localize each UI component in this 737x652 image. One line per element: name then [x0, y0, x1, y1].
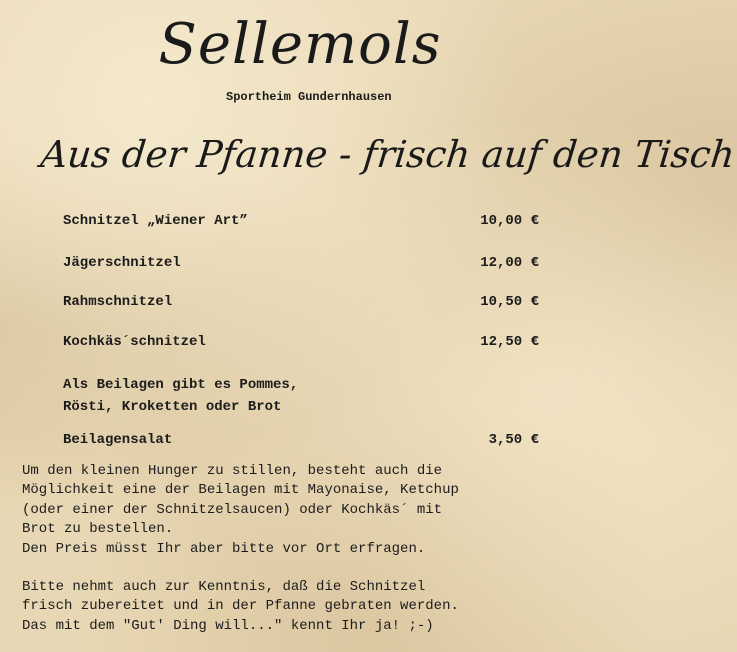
- info-paragraph-notice: [22, 578, 582, 636]
- menu-item-price: 10,00 €: [480, 213, 539, 229]
- menu-item-name: Beilagensalat: [63, 432, 173, 448]
- info-line: Brot zu bestellen.: [22, 521, 174, 538]
- menu-item-salad: [63, 429, 539, 451]
- side-dish-note: [63, 374, 543, 418]
- menu-item: [63, 210, 539, 232]
- logo-subtitle: Sportheim Gundernhausen: [226, 90, 392, 104]
- info-line: (oder einer der Schnitzelsaucen) oder Kochkäs´ mit: [22, 501, 443, 518]
- menu-item-price: 12,50 €: [480, 334, 539, 350]
- menu-item: [63, 331, 539, 353]
- menu-item: [63, 291, 539, 313]
- info-paragraph-hunger: [22, 462, 582, 559]
- side-dish-note-line: Als Beilagen gibt es Pommes,: [63, 377, 299, 393]
- menu-item-name: Schnitzel „Wiener Art”: [63, 213, 248, 229]
- menu-headline: Aus der Pfanne - frisch auf den Tisch: [38, 133, 737, 176]
- menu-item: [63, 252, 539, 274]
- menu-item-price: 10,50 €: [480, 294, 539, 310]
- menu-item-price: 12,00 €: [480, 255, 539, 271]
- menu-item-price: 3,50 €: [488, 432, 539, 448]
- menu-item-name: Rahmschnitzel: [63, 294, 173, 310]
- info-line: Den Preis müsst Ihr aber bitte vor Ort erfragen.: [22, 540, 426, 557]
- menu-item-name: Jägerschnitzel: [63, 255, 181, 271]
- info-line: Bitte nehmt auch zur Kenntnis, daß die Schnitzel: [22, 579, 426, 595]
- restaurant-logo: [150, 10, 450, 104]
- logo-script-text: Sellemols: [158, 12, 442, 77]
- info-line: Möglichkeit eine der Beilagen mit Mayonaise, Ketchup: [22, 482, 459, 499]
- info-line: Das mit dem "Gut' Ding will..." kennt Ihr ja! ;-): [22, 617, 434, 634]
- info-line: Um den kleinen Hunger zu stillen, besteht auch die: [22, 463, 443, 479]
- side-dish-note-line: Rösti, Kroketten oder Brot: [63, 399, 282, 415]
- info-line: frisch zubereitet und in der Pfanne gebraten werden.: [22, 598, 459, 615]
- menu-item-name: Kochkäs´schnitzel: [63, 334, 206, 350]
